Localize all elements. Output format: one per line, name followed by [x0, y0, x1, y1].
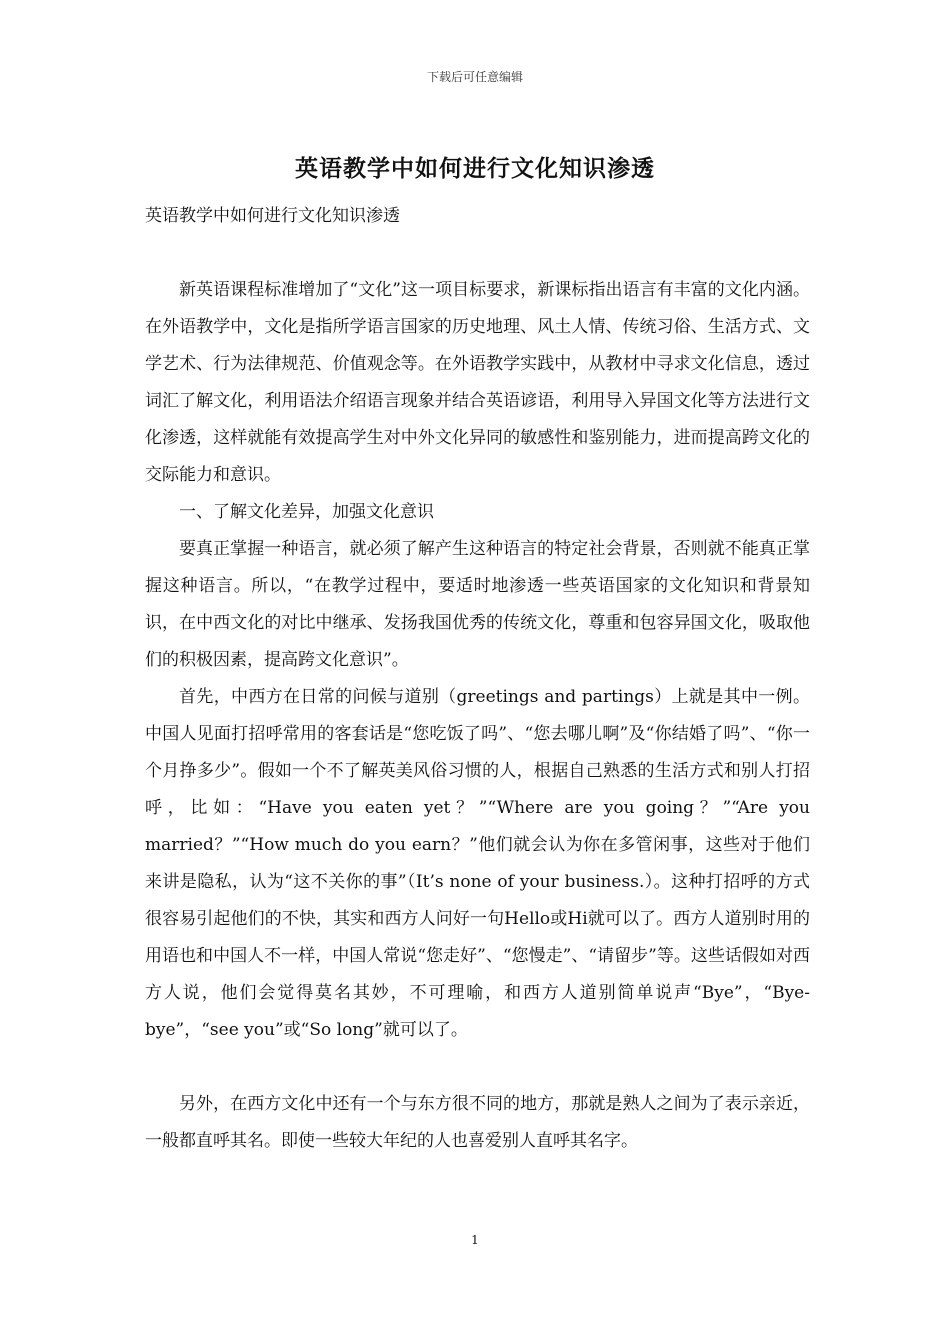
paragraph-intro: 新英语课程标准增加了“文化”这一项目标要求，新课标指出语言有丰富的文化内涵。在外语教学中，文化是指所学语言国家的历史地理、风土人情、传统习俗、生活方式、文学艺术、行为法律规范、价值观念等。在外语教学实践中，从教材中寻求文化信息，透过词汇了解文化，利用语法介绍语言现象并结合英语谚语，利用导入异国文化等方法进行文化渗透，这样就能有效提高学生对中外文化异同的敏感性和鉴别能力，进而提高跨文化的交际能力和意识。: [145, 280, 810, 485]
paragraph-culture-background: 要真正掌握一种语言，就必须了解产生这种语言的特定社会背景，否则就不能真正掌握这种语言。所以，“在教学过程中，要适时地渗透一些英语国家的文化知识和背景知识，在中西文化的对比中继承、发扬我国优秀的传统文化，尊重和包容异国文化，吸取他们的积极因素，提高跨文化意识”。: [145, 539, 810, 670]
section-heading: 一、了解文化差异，加强文化意识: [179, 502, 434, 522]
document-title: 英语教学中如何进行文化知识渗透: [295, 155, 655, 182]
paragraph-names: 另外，在西方文化中还有一个与东方很不同的地方，那就是熟人之间为了表示亲近，一般都直呼其名。即使一些较大年纪的人也喜爱别人直呼其名字。: [145, 1094, 810, 1151]
header-note: 下载后可任意编辑: [426, 70, 523, 84]
paragraph-greetings: 首先，中西方在日常的问候与道别（greetings and partings）上就是其中一例。中国人见面打招呼常用的客套话是“您吃饭了吗”、“您去哪儿啊”及“你结婚了吗”、“你一个月挣多少”。假如一个不了解英美风俗习惯的人，根据自己熟悉的生活方式和别人打招呼，比如：“Have you eaten yet？”“Where are you going？”“Are you married？”“How much do you earn？”他们就会认为你在多管闲事，这些对于他们来讲是隐私，认为“这不关你的事”（It’s none of your business.）。这种打招呼的方式很容易引起他们的不快，其实和西方人问好一句Hello或Hi就可以了。西方人道别时用的用语也和中国人不一样，中国人常说“您走好”、“您慢走”、“请留步”等。这些话假如对西方人说，他们会觉得莫名其妙，不可理喻，和西方人道别简单说声“Bye”，“Bye-bye”，“see you”或“So long”就可以了。: [145, 687, 810, 1040]
page-number: 1: [471, 1233, 479, 1247]
document-subtitle: 英语教学中如何进行文化知识渗透: [145, 206, 400, 226]
document-body: [145, 198, 810, 1160]
